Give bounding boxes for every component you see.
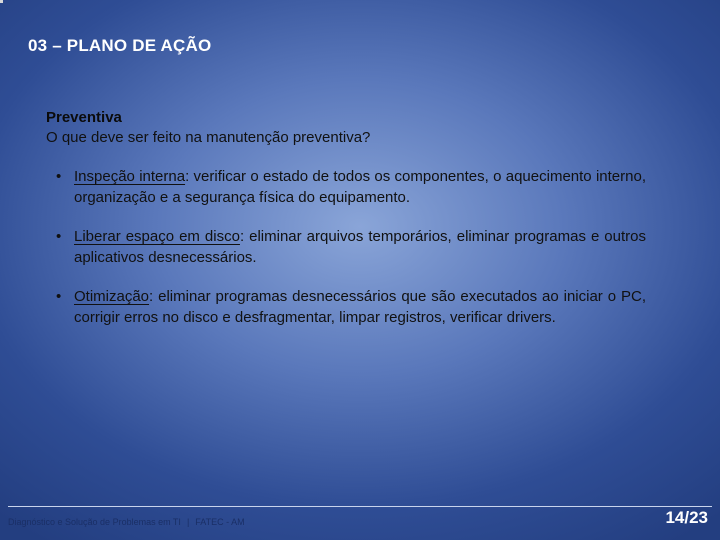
bullet-item-liberar-espaco (46, 226, 646, 268)
section-heading: Preventiva (46, 109, 122, 126)
bullet-text: : verificar o estado de todos os componentes, o aquecimento interno, organização e a segurança física do equipamento. (74, 168, 646, 206)
slide-footer (0, 506, 720, 540)
footer-divider (8, 506, 712, 507)
bullet-text: : eliminar programas desnecessários que são executados ao iniciar o PC, corrigir erros no disco e desfragmentar, limpar registros, verificar drivers. (74, 288, 646, 326)
bullet-list (46, 166, 646, 328)
footer-separator: | (186, 517, 190, 527)
footer-course: Diagnóstico e Solução de Problemas em TI (8, 517, 181, 527)
bullet-item-inspecao-interna (46, 166, 646, 208)
footer-caption (8, 517, 245, 527)
bullet-term: Liberar espaço em disco (74, 228, 240, 245)
bullet-icon: • (56, 168, 62, 185)
footer-institution: FATEC - AM (195, 517, 245, 527)
slide-title: 03 – PLANO DE AÇÃO (28, 36, 212, 55)
corner-marker (0, 0, 3, 3)
bullet-icon: • (56, 228, 62, 245)
bullet-term: Otimização (74, 288, 150, 305)
bullet-item-otimizacao (46, 286, 646, 328)
bullet-icon: • (56, 288, 62, 305)
question-text: O que deve ser feito na manutenção preventiva? (46, 129, 371, 146)
bullet-text: : eliminar arquivos temporários, eliminar programas e outros aplicativos desnecessários. (74, 228, 646, 266)
slide-content (46, 108, 646, 346)
bullet-term: Inspeção interna (74, 168, 186, 185)
page-number: 14/23 (665, 508, 708, 527)
